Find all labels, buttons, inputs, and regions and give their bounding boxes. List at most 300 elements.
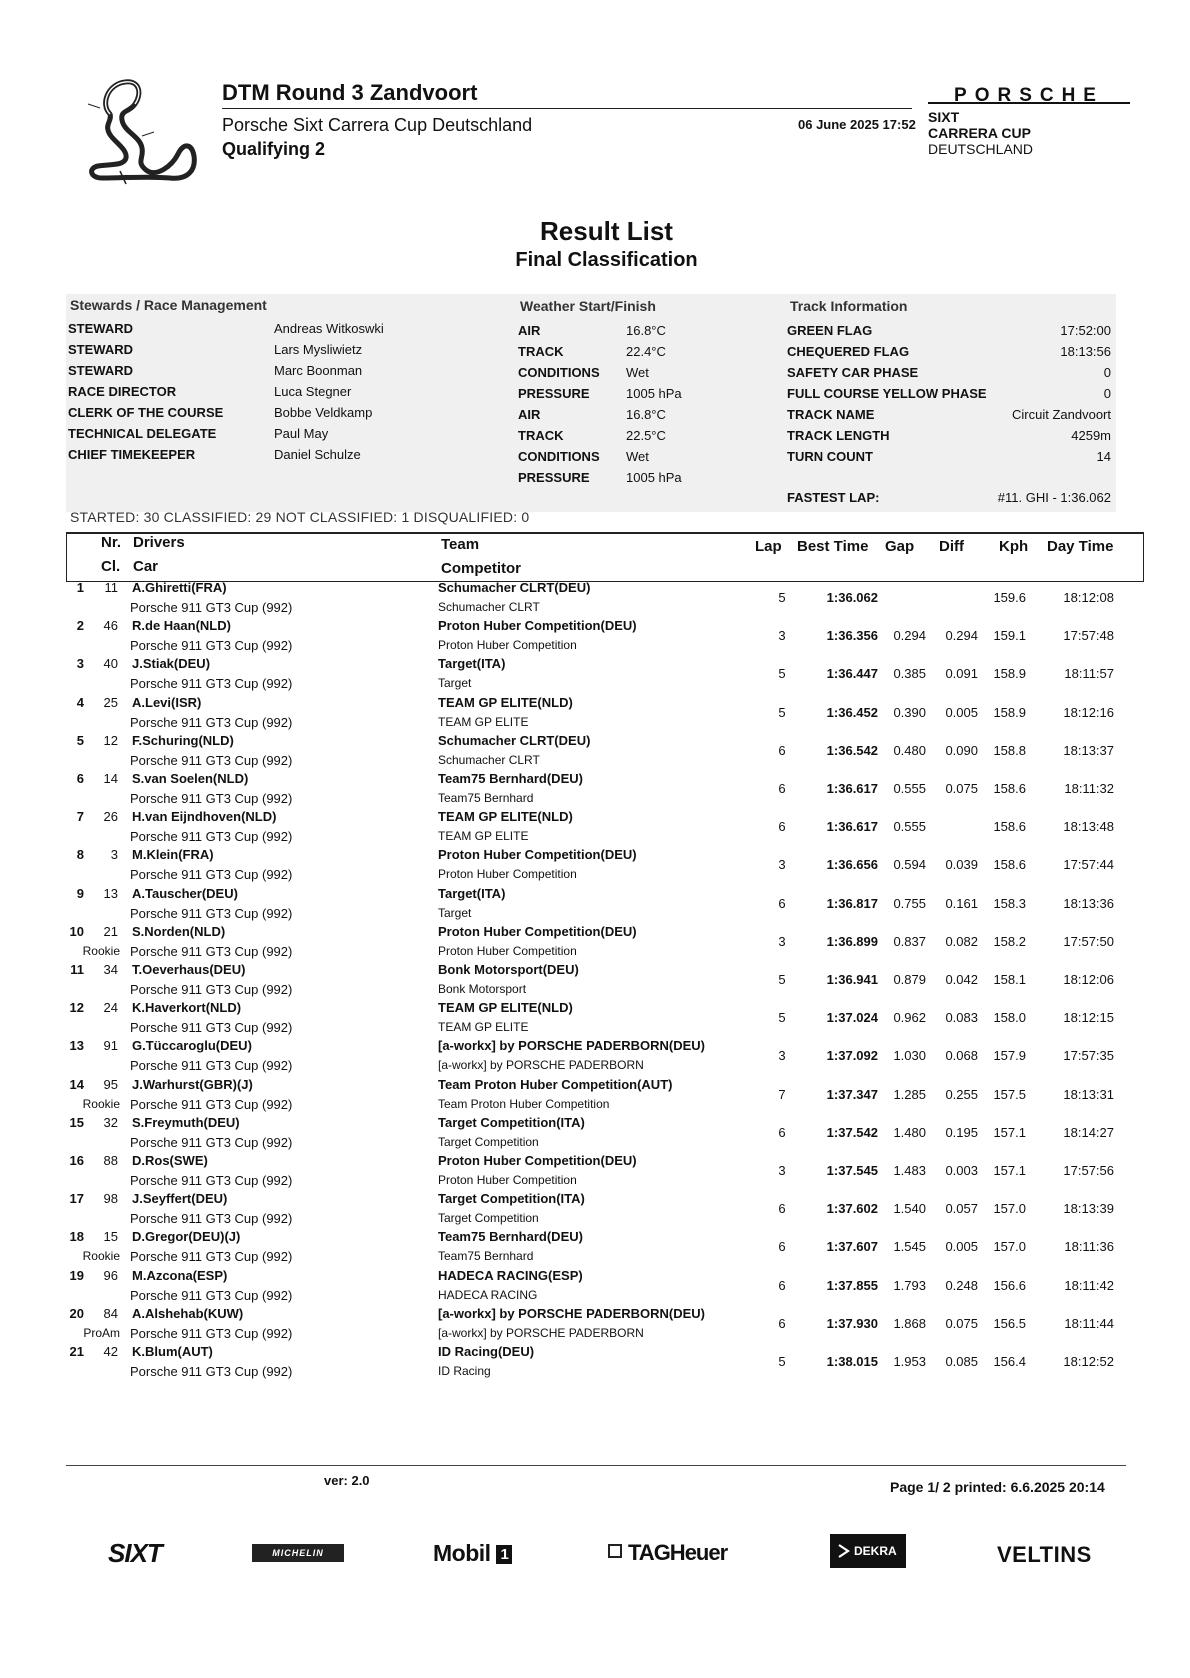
car-number-cell: 88 [103, 1153, 118, 1168]
diff-cell: 0.294 [945, 628, 978, 644]
track-row [787, 341, 1111, 362]
team-cell: TEAM GP ELITE(NLD) [438, 809, 573, 825]
class-cell: ProAm [83, 1325, 120, 1340]
weather-value: Wet [626, 365, 649, 380]
weather-label: AIR [518, 323, 541, 338]
steward-role: STEWARD [68, 321, 133, 336]
competitor-cell: Target [438, 905, 472, 920]
steward-name: Bobbe Veldkamp [274, 405, 373, 420]
team-cell: Schumacher CLRT(DEU) [438, 732, 591, 748]
kph-cell: 158.6 [993, 819, 1026, 835]
gap-cell: 1.953 [893, 1354, 926, 1369]
table-row [0, 695, 1190, 736]
steward-role: CLERK OF THE COURSE [68, 405, 224, 420]
track-label: FULL COURSE YELLOW PHASE [787, 386, 987, 401]
steward-role: STEWARD [68, 342, 133, 357]
gap-cell: 1.545 [893, 1239, 926, 1255]
lap-cell: 5 [778, 1354, 786, 1369]
day-time-cell: 17:57:44 [1063, 857, 1114, 873]
day-time-cell: 18:14:27 [1063, 1124, 1114, 1140]
weather-label: AIR [518, 407, 541, 422]
competitor-cell: Proton Huber Competition [438, 943, 577, 958]
lap-cell: 5 [778, 590, 786, 605]
car-number-cell: 95 [103, 1076, 118, 1092]
car-model-cell: Porsche 911 GT3 Cup (992) [130, 638, 293, 654]
lap-cell: 3 [778, 857, 786, 873]
best-time-cell: 1:37.024 [826, 1010, 878, 1026]
lap-cell: 5 [778, 1010, 786, 1026]
best-time-cell: 1:36.941 [826, 972, 878, 987]
kph-cell: 157.1 [993, 1163, 1026, 1178]
weather-row [518, 425, 718, 446]
track-map-logo [80, 74, 210, 202]
best-time-cell: 1:37.855 [826, 1277, 878, 1293]
veltins-logo: VELTINS [997, 1542, 1092, 1567]
lap-cell: 6 [778, 781, 786, 796]
kph-cell: 158.9 [993, 704, 1026, 720]
car-model-cell: Porsche 911 GT3 Cup (992) [130, 1249, 293, 1265]
table-row [0, 1000, 1190, 1041]
diff-cell: 0.003 [945, 1163, 978, 1178]
porsche-logo-text: PORSCHE [954, 85, 1104, 104]
steward-name: Paul May [274, 426, 329, 441]
porsche-logo [928, 84, 1130, 104]
lap-cell: 5 [778, 704, 786, 720]
driver-cell: K.Haverkort(NLD) [132, 1000, 242, 1016]
kph-cell: 156.6 [993, 1277, 1026, 1293]
best-time-cell: 1:36.447 [826, 666, 878, 682]
table-row [0, 1344, 1190, 1385]
steward-row [68, 423, 408, 444]
day-time-cell: 18:13:39 [1063, 1201, 1114, 1217]
weather-value: 16.8°C [626, 323, 666, 338]
track-label: CHEQUERED FLAG [787, 344, 910, 359]
best-time-cell: 1:37.347 [826, 1086, 878, 1102]
kph-cell: 157.1 [993, 1124, 1026, 1140]
car-model-cell: Porsche 911 GT3 Cup (992) [130, 1020, 293, 1036]
car-number-cell: 40 [103, 656, 118, 672]
competitor-cell: Proton Huber Competition [438, 1173, 577, 1187]
position-cell: 6 [76, 771, 84, 786]
weather-label: CONDITIONS [518, 365, 600, 380]
driver-cell: R.de Haan(NLD) [132, 618, 231, 634]
competitor-cell: TEAM GP ELITE [438, 714, 529, 729]
weather-label: CONDITIONS [518, 449, 600, 464]
driver-cell: A.Tauscher(DEU) [132, 885, 238, 901]
position-cell: 16 [69, 1153, 84, 1168]
day-time-cell: 18:11:36 [1064, 1239, 1114, 1255]
day-time-cell: 18:11:32 [1064, 781, 1114, 796]
table-row [0, 1153, 1190, 1194]
gap-cell: 0.594 [893, 857, 926, 873]
weather-value: 16.8°C [626, 407, 666, 422]
steward-name: Daniel Schulze [274, 447, 361, 462]
best-time-cell: 1:36.656 [826, 857, 878, 873]
track-row [787, 320, 1111, 341]
competitor-cell: HADECA RACING [438, 1287, 538, 1302]
gap-cell: 0.294 [893, 628, 926, 644]
best-time-cell: 1:36.452 [826, 704, 878, 720]
car-number-cell: 91 [103, 1038, 118, 1054]
gap-cell: 1.540 [893, 1201, 926, 1217]
car-number-cell: 12 [103, 732, 118, 748]
page-info: Page 1/ 2 printed: 6.6.2025 20:14 [890, 1479, 1105, 1495]
weather-label: PRESSURE [518, 470, 590, 485]
team-cell: HADECA RACING(ESP) [438, 1267, 583, 1283]
diff-cell: 0.005 [945, 1239, 978, 1255]
position-cell: 11 [70, 962, 84, 977]
car-number-cell: 42 [103, 1344, 118, 1359]
kph-cell: 158.6 [993, 857, 1026, 873]
team-cell: Schumacher CLRT(DEU) [438, 580, 591, 595]
team-cell: Proton Huber Competition(DEU) [438, 923, 637, 939]
steward-row [68, 318, 408, 339]
weather-value: 22.4°C [626, 344, 666, 359]
day-time-cell: 17:57:35 [1063, 1048, 1114, 1064]
team-cell: TEAM GP ELITE(NLD) [438, 1000, 573, 1016]
team-cell: Bonk Motorsport(DEU) [438, 962, 579, 977]
diff-cell: 0.161 [945, 895, 978, 911]
gap-cell: 0.555 [893, 819, 926, 835]
diff-cell: 0.195 [945, 1124, 978, 1140]
competitor-cell: Bonk Motorsport [438, 982, 527, 996]
class-cell: Rookie [82, 1249, 120, 1264]
sponsor-bar [0, 1532, 1190, 1582]
lap-cell: 3 [778, 1048, 786, 1064]
track-row [787, 404, 1111, 425]
lap-cell: 5 [778, 666, 786, 682]
driver-cell: D.Ros(SWE) [132, 1153, 208, 1168]
day-time-cell: 18:13:37 [1063, 742, 1114, 758]
position-cell: 17 [69, 1191, 84, 1207]
car-model-cell: Porsche 911 GT3 Cup (992) [130, 714, 293, 730]
car-model-cell: Porsche 911 GT3 Cup (992) [130, 791, 293, 806]
position-cell: 7 [76, 809, 84, 825]
col-diff: Diff [939, 538, 964, 555]
car-model-cell: Porsche 911 GT3 Cup (992) [130, 1325, 293, 1341]
weather-value: Wet [626, 449, 649, 464]
track-label: GREEN FLAG [787, 323, 873, 338]
diff-cell: 0.057 [945, 1201, 978, 1217]
diff-cell: 0.082 [945, 933, 978, 949]
lap-cell: 6 [778, 1277, 786, 1293]
car-model-cell: Porsche 911 GT3 Cup (992) [130, 1173, 293, 1188]
day-time-cell: 18:13:48 [1063, 819, 1114, 835]
weather-row [518, 320, 718, 341]
position-cell: 4 [76, 694, 84, 710]
competitor-cell: Team Proton Huber Competition [438, 1096, 610, 1111]
lap-cell: 3 [778, 1163, 786, 1178]
weather-row [518, 467, 718, 488]
michelin-logo: MICHELIN [252, 1544, 344, 1562]
weather-label: TRACK [518, 428, 564, 443]
competitor-cell: [a-workx] by PORSCHE PADERBORN [438, 1058, 644, 1073]
competitor-cell: TEAM GP ELITE [438, 829, 529, 844]
best-time-cell: 1:36.542 [826, 742, 878, 758]
cup-logo-line2: CARRERA CUP [928, 125, 1031, 141]
position-cell: 2 [76, 618, 84, 634]
driver-cell: T.Oeverhaus(DEU) [132, 962, 246, 977]
best-time-cell: 1:36.617 [826, 819, 878, 835]
diff-cell: 0.075 [945, 781, 978, 796]
diff-cell: 0.039 [945, 857, 978, 873]
team-cell: Target(ITA) [438, 885, 506, 901]
gap-cell: 0.879 [893, 972, 926, 987]
team-cell: Proton Huber Competition(DEU) [438, 1153, 637, 1168]
diff-cell: 0.083 [945, 1010, 978, 1026]
car-model-cell: Porsche 911 GT3 Cup (992) [130, 752, 293, 768]
cup-logo-line3: DEUTSCHLAND [928, 141, 1034, 157]
lap-cell: 6 [778, 1124, 786, 1140]
car-number-cell: 25 [103, 694, 118, 710]
car-number-cell: 98 [103, 1191, 118, 1207]
kph-cell: 158.8 [993, 742, 1026, 758]
track-row [787, 446, 1111, 467]
car-model-cell: Porsche 911 GT3 Cup (992) [130, 1287, 293, 1303]
best-time-cell: 1:37.607 [826, 1239, 878, 1255]
tagheuer-logo: TAGHeuer [628, 1540, 728, 1565]
car-number-cell: 3 [110, 847, 118, 863]
kph-cell: 158.1 [993, 972, 1026, 987]
lap-cell: 6 [778, 742, 786, 758]
porsche-divider [928, 102, 1130, 104]
footer-divider [66, 1465, 1126, 1466]
position-cell: 14 [69, 1076, 84, 1092]
steward-row [68, 360, 408, 381]
steward-name: Luca Stegner [274, 384, 352, 399]
steward-row [68, 339, 408, 360]
driver-cell: A.Ghiretti(FRA) [132, 580, 227, 595]
position-cell: 12 [69, 1000, 84, 1016]
col-best-time: Best Time [797, 538, 869, 555]
kph-cell: 159.1 [993, 628, 1026, 644]
track-label: TURN COUNT [787, 449, 873, 464]
team-cell: ID Racing(DEU) [438, 1344, 535, 1359]
day-time-cell: 18:12:15 [1063, 1010, 1114, 1026]
gap-cell: 0.385 [893, 666, 926, 682]
driver-cell: J.Stiak(DEU) [132, 656, 211, 672]
competitor-cell: [a-workx] by PORSCHE PADERBORN [438, 1325, 644, 1340]
position-cell: 9 [76, 885, 84, 901]
driver-cell: D.Gregor(DEU)(J) [132, 1229, 241, 1245]
kph-cell: 158.9 [993, 666, 1026, 682]
position-cell: 3 [76, 656, 84, 672]
stewards-heading: Stewards / Race Management [70, 297, 267, 313]
gap-cell: 1.030 [893, 1048, 926, 1064]
col-team: Team [441, 536, 480, 553]
car-number-cell: 32 [103, 1114, 118, 1130]
position-cell: 15 [69, 1114, 84, 1130]
table-row [0, 847, 1190, 888]
table-row [0, 962, 1190, 1003]
lap-cell: 6 [778, 819, 786, 835]
lap-cell: 6 [778, 1239, 786, 1255]
document-title: Result List [540, 216, 673, 246]
table-row [0, 809, 1190, 850]
class-cell: Rookie [82, 943, 120, 958]
weather-list [518, 320, 718, 488]
car-model-cell: Porsche 911 GT3 Cup (992) [130, 1364, 293, 1379]
position-cell: 21 [69, 1344, 84, 1359]
mobil-logo-text: Mobil [433, 1540, 491, 1566]
dekra-logo-text: DEKRA [854, 1544, 897, 1558]
results-table-header [66, 532, 1144, 582]
lap-cell: 6 [778, 1201, 786, 1217]
fastest-lap-value: #11. GHI - 1:36.062 [997, 490, 1111, 505]
steward-role: CHIEF TIMEKEEPER [68, 447, 196, 462]
driver-cell: M.Azcona(ESP) [132, 1267, 228, 1283]
steward-role: TECHNICAL DELEGATE [68, 426, 217, 441]
team-cell: TEAM GP ELITE(NLD) [438, 694, 573, 710]
steward-role: STEWARD [68, 363, 133, 378]
steward-row [68, 402, 408, 423]
best-time-cell: 1:36.062 [826, 590, 878, 605]
team-cell: Team75 Bernhard(DEU) [438, 1229, 583, 1245]
lap-cell: 7 [778, 1086, 786, 1102]
track-value: 0 [1103, 365, 1111, 380]
gap-cell: 1.285 [893, 1086, 926, 1102]
competitor-cell: Target Competition [438, 1134, 539, 1149]
weather-row [518, 404, 718, 425]
best-time-cell: 1:36.617 [826, 781, 878, 796]
table-row [0, 1306, 1190, 1347]
car-number-cell: 26 [103, 809, 118, 825]
team-cell: Target Competition(ITA) [438, 1114, 585, 1130]
competitor-cell: Proton Huber Competition [438, 638, 577, 653]
diff-cell: 0.068 [945, 1048, 978, 1064]
gap-cell: 1.480 [893, 1124, 926, 1140]
car-number-cell: 84 [103, 1305, 118, 1321]
dekra-arrow-icon [838, 1544, 850, 1558]
weather-heading: Weather Start/Finish [520, 298, 656, 314]
kph-cell: 157.0 [993, 1239, 1026, 1255]
car-model-cell: Porsche 911 GT3 Cup (992) [130, 905, 293, 921]
driver-cell: S.Freymuth(DEU) [132, 1114, 240, 1130]
best-time-cell: 1:38.015 [826, 1354, 878, 1369]
track-info-list [787, 320, 1111, 467]
best-time-cell: 1:37.545 [826, 1163, 878, 1178]
competitor-cell: TEAM GP ELITE [438, 1020, 529, 1035]
car-number-cell: 46 [103, 618, 118, 634]
gap-cell: 0.837 [893, 933, 926, 949]
position-cell: 1 [76, 580, 84, 595]
team-cell: [a-workx] by PORSCHE PADERBORN(DEU) [438, 1305, 706, 1321]
kph-cell: 158.6 [993, 781, 1026, 796]
diff-cell: 0.042 [945, 972, 978, 987]
driver-cell: M.Klein(FRA) [132, 847, 214, 863]
track-heading: Track Information [790, 298, 908, 314]
table-row [0, 733, 1190, 774]
diff-cell: 0.075 [945, 1315, 978, 1331]
day-time-cell: 18:11:57 [1064, 666, 1114, 682]
day-time-cell: 18:13:36 [1063, 895, 1114, 911]
table-row [0, 924, 1190, 965]
kph-cell: 158.2 [993, 933, 1026, 949]
position-cell: 13 [69, 1038, 84, 1054]
weather-row [518, 383, 718, 404]
table-row [0, 618, 1190, 659]
driver-cell: A.Alshehab(KUW) [132, 1305, 244, 1321]
car-model-cell: Porsche 911 GT3 Cup (992) [130, 829, 293, 845]
driver-cell: J.Warhurst(GBR)(J) [132, 1076, 253, 1092]
table-row [0, 1191, 1190, 1232]
steward-row [68, 444, 408, 465]
mobil-logo-badge: 1 [496, 1545, 512, 1564]
track-label: TRACK NAME [787, 407, 875, 422]
track-value: 4259m [1071, 428, 1111, 443]
dekra-logo [830, 1534, 906, 1568]
gap-cell: 0.755 [893, 895, 926, 911]
car-model-cell: Porsche 911 GT3 Cup (992) [130, 943, 293, 959]
day-time-cell: 18:13:31 [1063, 1086, 1114, 1102]
sixt-logo: SIXT [108, 1538, 162, 1568]
track-row [787, 425, 1111, 446]
best-time-cell: 1:37.930 [826, 1315, 878, 1331]
position-cell: 5 [76, 732, 84, 748]
table-row [0, 1077, 1190, 1118]
competitor-cell: Team75 Bernhard [438, 791, 534, 805]
position-cell: 19 [69, 1267, 84, 1283]
day-time-cell: 17:57:48 [1063, 628, 1114, 644]
best-time-cell: 1:36.817 [826, 895, 878, 911]
competitor-cell: Team75 Bernhard [438, 1249, 534, 1264]
car-number-cell: 21 [103, 923, 118, 939]
gap-cell: 0.962 [893, 1010, 926, 1026]
gap-cell: 0.390 [893, 704, 926, 720]
competitor-cell: Schumacher CLRT [438, 752, 540, 767]
competitor-cell: Target Competition [438, 1211, 539, 1226]
competitor-cell: ID Racing [438, 1364, 491, 1378]
col-competitor: Competitor [441, 560, 521, 577]
track-row [787, 362, 1111, 383]
lap-cell: 3 [778, 628, 786, 644]
car-model-cell: Porsche 911 GT3 Cup (992) [130, 676, 293, 692]
car-model-cell: Porsche 911 GT3 Cup (992) [130, 600, 293, 615]
day-time-cell: 18:11:42 [1064, 1277, 1114, 1293]
table-row [0, 656, 1190, 697]
diff-cell: 0.005 [945, 704, 978, 720]
track-value: 18:13:56 [1060, 344, 1111, 359]
series-name: Porsche Sixt Carrera Cup Deutschland [222, 115, 533, 135]
track-label: TRACK LENGTH [787, 428, 890, 443]
table-row [0, 771, 1190, 812]
kph-cell: 157.0 [993, 1201, 1026, 1217]
col-lap: Lap [755, 538, 782, 555]
table-row [0, 1115, 1190, 1156]
day-time-cell: 18:12:52 [1063, 1354, 1114, 1369]
col-day-time: Day Time [1047, 538, 1114, 555]
best-time-cell: 1:37.092 [826, 1048, 878, 1064]
gap-cell: 1.868 [893, 1315, 926, 1331]
col-drivers: Drivers [133, 534, 185, 551]
gap-cell: 0.480 [893, 742, 926, 758]
team-cell: Proton Huber Competition(DEU) [438, 618, 637, 634]
kph-cell: 158.3 [993, 895, 1026, 911]
driver-cell: G.Tüccaroglu(DEU) [132, 1038, 252, 1054]
driver-cell: F.Schuring(NLD) [132, 732, 234, 748]
car-model-cell: Porsche 911 GT3 Cup (992) [130, 1058, 293, 1074]
table-row [0, 886, 1190, 927]
car-number-cell: 24 [103, 1000, 118, 1016]
table-row [0, 1038, 1190, 1079]
track-value: Circuit Zandvoort [1012, 407, 1111, 422]
kph-cell: 158.0 [993, 1010, 1026, 1026]
best-time-cell: 1:37.602 [826, 1201, 878, 1217]
driver-cell: S.van Soelen(NLD) [132, 771, 249, 786]
position-cell: 18 [69, 1229, 84, 1245]
competitor-cell: Schumacher CLRT [438, 600, 540, 614]
day-time-cell: 18:12:08 [1063, 590, 1114, 605]
